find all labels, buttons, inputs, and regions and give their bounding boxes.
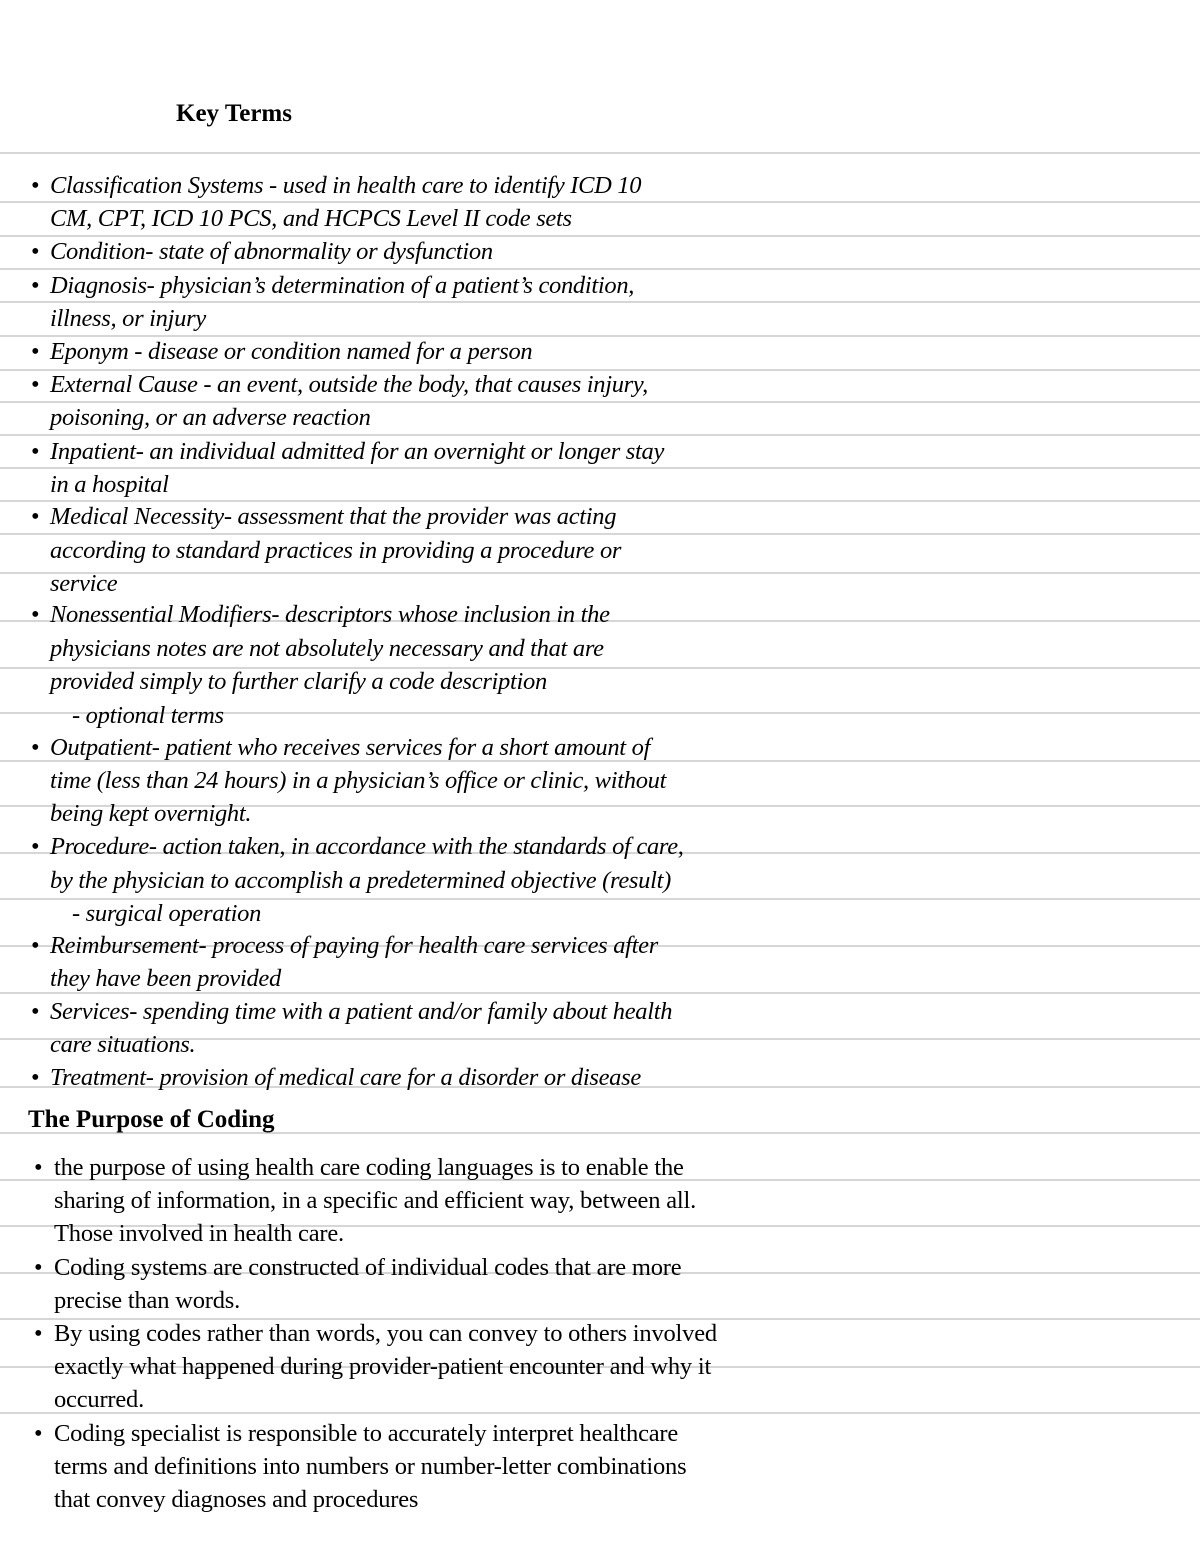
list-item-continuation: exactly what happened during provider-patient encounter and why it [54,1353,712,1380]
list-item-text: Treatment- provision of medical care for a disorder or disease [50,1064,641,1091]
list-item-continuation: according to standard practices in providing a procedure or [50,537,622,564]
list-item-text: Diagnosis- physician’s determination of a patient’s condition, [50,272,635,299]
bullet-dot: • [31,503,40,530]
list-item-continuation: physicians notes are not absolutely necessary and that are [50,635,604,662]
bullet-dot: • [31,734,40,761]
rule-line [0,572,1200,574]
list-item-continuation: poisoning, or an adverse reaction [50,404,371,431]
sub-term: - surgical operation [72,900,262,927]
bullet-dot: • [31,272,40,299]
bullet-dot: • [31,172,40,199]
list-item-text: Services- spending time with a patient and/or family about health [50,998,673,1025]
purpose-of-coding-heading: The Purpose of Coding [28,1106,275,1133]
bullet-dot: • [31,438,40,465]
list-item-text: the purpose of using health care coding languages is to enable the [54,1154,684,1181]
list-item-continuation: care situations. [50,1031,196,1058]
list-item-continuation: terms and definitions into numbers or number-letter combinations [54,1453,687,1480]
list-item-text: Inpatient- an individual admitted for an overnight or longer stay [50,438,665,465]
bullet-dot: • [34,1320,43,1347]
bullet-dot: • [31,601,40,628]
bullet-dot: • [34,1420,43,1447]
list-item-continuation: they have been provided [50,965,281,992]
list-item-text: External Cause - an event, outside the body, that causes injury, [50,371,648,398]
list-item-text: Condition- state of abnormality or dysfunction [50,238,493,265]
list-item-continuation: CM, CPT, ICD 10 PCS, and HCPCS Level II code sets [50,205,572,232]
rule-line [0,1412,1200,1414]
list-item-text: Procedure- action taken, in accordance with the standards of care, [50,833,684,860]
bullet-dot: • [31,833,40,860]
key-terms-heading: Key Terms [176,100,292,127]
list-item-continuation: precise than words. [54,1287,241,1314]
list-item-text: By using codes rather than words, you can convey to others involved [54,1320,717,1347]
list-item-text: Nonessential Modifiers- descriptors whose inclusion in the [50,601,610,628]
list-item-continuation: occurred. [54,1386,145,1413]
list-item-text: Classification Systems - used in health care to identify ICD 10 [50,172,642,199]
list-item-text: Medical Necessity- assessment that the provider was acting [50,503,617,530]
sub-term: - optional terms [72,702,224,729]
bullet-dot: • [31,1064,40,1091]
list-item-continuation: being kept overnight. [50,800,252,827]
list-item-continuation: provided simply to further clarify a code description [50,668,547,695]
list-item-continuation: in a hospital [50,471,169,498]
list-item-continuation: time (less than 24 hours) in a physician’s office or clinic, without [50,767,667,794]
bullet-dot: • [31,932,40,959]
list-item-continuation: Those involved in health care. [54,1220,344,1247]
list-item-continuation: that convey diagnoses and procedures [54,1486,419,1513]
list-item-text: Coding specialist is responsible to accurately interpret healthcare [54,1420,679,1447]
bullet-dot: • [34,1254,43,1281]
bullet-dot: • [31,338,40,365]
bullet-dot: • [31,238,40,265]
bullet-dot: • [31,998,40,1025]
list-item-text: Outpatient- patient who receives services for a short amount of [50,734,651,761]
bullet-dot: • [31,371,40,398]
list-item-text: Eponym - disease or condition named for a person [50,338,533,365]
list-item-continuation: sharing of information, in a specific and efficient way, between all. [54,1187,697,1214]
list-item-continuation: by the physician to accomplish a predetermined objective (result) [50,867,671,894]
list-item-text: Reimbursement- process of paying for health care services after [50,932,658,959]
list-item-text: Coding systems are constructed of individual codes that are more [54,1254,682,1281]
rule-line [0,152,1200,154]
list-item-continuation: service [50,570,118,597]
bullet-dot: • [34,1154,43,1181]
list-item-continuation: illness, or injury [50,305,206,332]
